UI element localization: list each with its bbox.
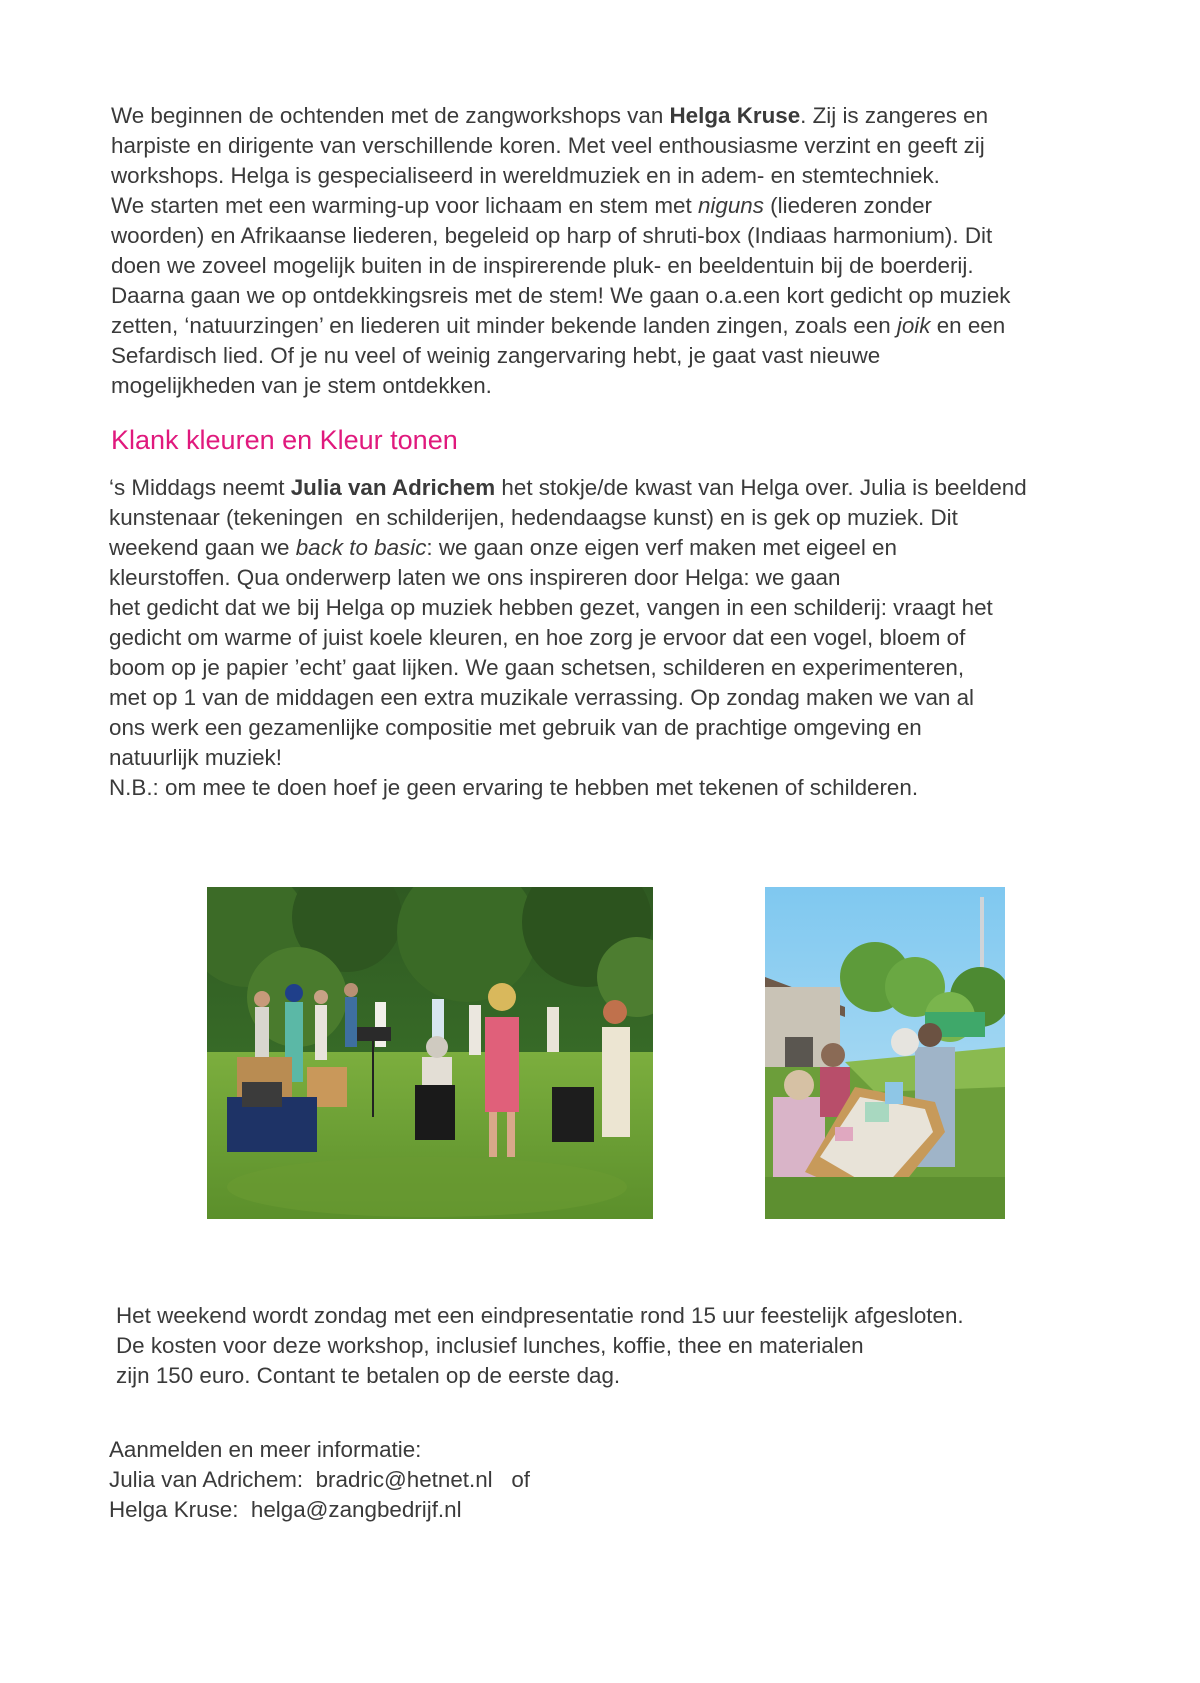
text-line: weekend gaan we back to basic: we gaan onze eigen verf maken met eigeel en [109,535,897,560]
text-line: harpiste en dirigente van verschillende koren. Met veel enthousiasme verzint en geeft zij [111,133,985,158]
section-heading: Klank kleuren en Kleur tonen [111,425,458,455]
text-line: kleurstoffen. Qua onderwerp laten we ons inspireren door Helga: we gaan [109,565,841,590]
text-line: N.B.: om mee te doen hoef je geen ervaring te hebben met tekenen of schilderen. [109,775,919,800]
text-line: zijn 150 euro. Contant te betalen op de eerste dag. [116,1363,621,1388]
text-line: Het weekend wordt zondag met een eindpresentatie rond 15 uur feestelijk afgesloten. [116,1303,964,1328]
text-line: natuurlijk muziek! [109,745,282,770]
text-line: ‘s Middags neemt Julia van Adrichem het stokje/de kwast van Helga over. Julia is beeldend [109,475,1027,500]
italic-term: back to basic [295,535,427,560]
text-line: zetten, ‘natuurzingen’ en liederen uit minder bekende landen zingen, zoals een joik en een [111,313,1006,338]
text-line: ons werk een gezamenlijke compositie met gebruik van de prachtige omgeving en [109,715,922,740]
closing-paragraph [116,1301,964,1391]
text-line: Julia van Adrichem: bradric@hetnet.nl of [109,1467,530,1492]
text-line: De kosten voor deze workshop, inclusief lunches, koffie, thee en materialen [116,1333,864,1358]
text-line: Aanmelden en meer informatie: [109,1437,422,1462]
text-line: kunstenaar (tekeningen en schilderijen, hedendaagse kunst) en is gek op muziek. Dit [109,505,958,530]
text-line: We starten met een warming-up voor lichaam en stem met niguns (liederen zonder [111,193,932,218]
photo-painting-table [765,887,1005,1219]
text-line: Daarna gaan we op ontdekkingsreis met de stem! We gaan o.a.een kort gedicht op muziek [111,283,1011,308]
intro-paragraph [111,101,1010,401]
text-line: boom op je papier ’echt’ gaat lijken. We gaan schetsen, schilderen en experimenteren, [109,655,965,680]
text-line: Sefardisch lied. Of je nu veel of weinig zangervaring hebt, je gaat vast nieuwe [111,343,881,368]
photo-singing-circle [207,887,653,1219]
text-line: We beginnen de ochtenden met de zangworkshops van Helga Kruse. Zij is zangeres en [111,103,989,128]
text-line: met op 1 van de middagen een extra muzikale verrassing. Op zondag maken we van al [109,685,975,710]
text-line: het gedicht dat we bij Helga op muziek hebben gezet, vangen in een schilderij: vraagt het [109,595,993,620]
text-line: Helga Kruse: helga@zangbedrijf.nl [109,1497,462,1522]
bold-name: Julia van Adrichem [290,475,496,500]
afternoon-paragraph [109,473,1027,803]
bold-name: Helga Kruse [669,103,801,128]
contact-info [109,1435,530,1525]
text-line: workshops. Helga is gespecialiseerd in wereldmuziek en in adem- en stemtechniek. [111,163,940,188]
italic-term: joik [896,313,931,338]
text-line: gedicht om warme of juist koele kleuren, en hoe zorg je ervoor dat een vogel, bloem of [109,625,966,650]
text-line: mogelijkheden van je stem ontdekken. [111,373,492,398]
text-line: woorden) en Afrikaanse liederen, begeleid op harp of shruti-box (Indiaas harmonium). Dit [111,223,993,248]
italic-term: niguns [697,193,764,218]
text-line: doen we zoveel mogelijk buiten in de inspirerende pluk- en beeldentuin bij de boerderij. [111,253,974,278]
